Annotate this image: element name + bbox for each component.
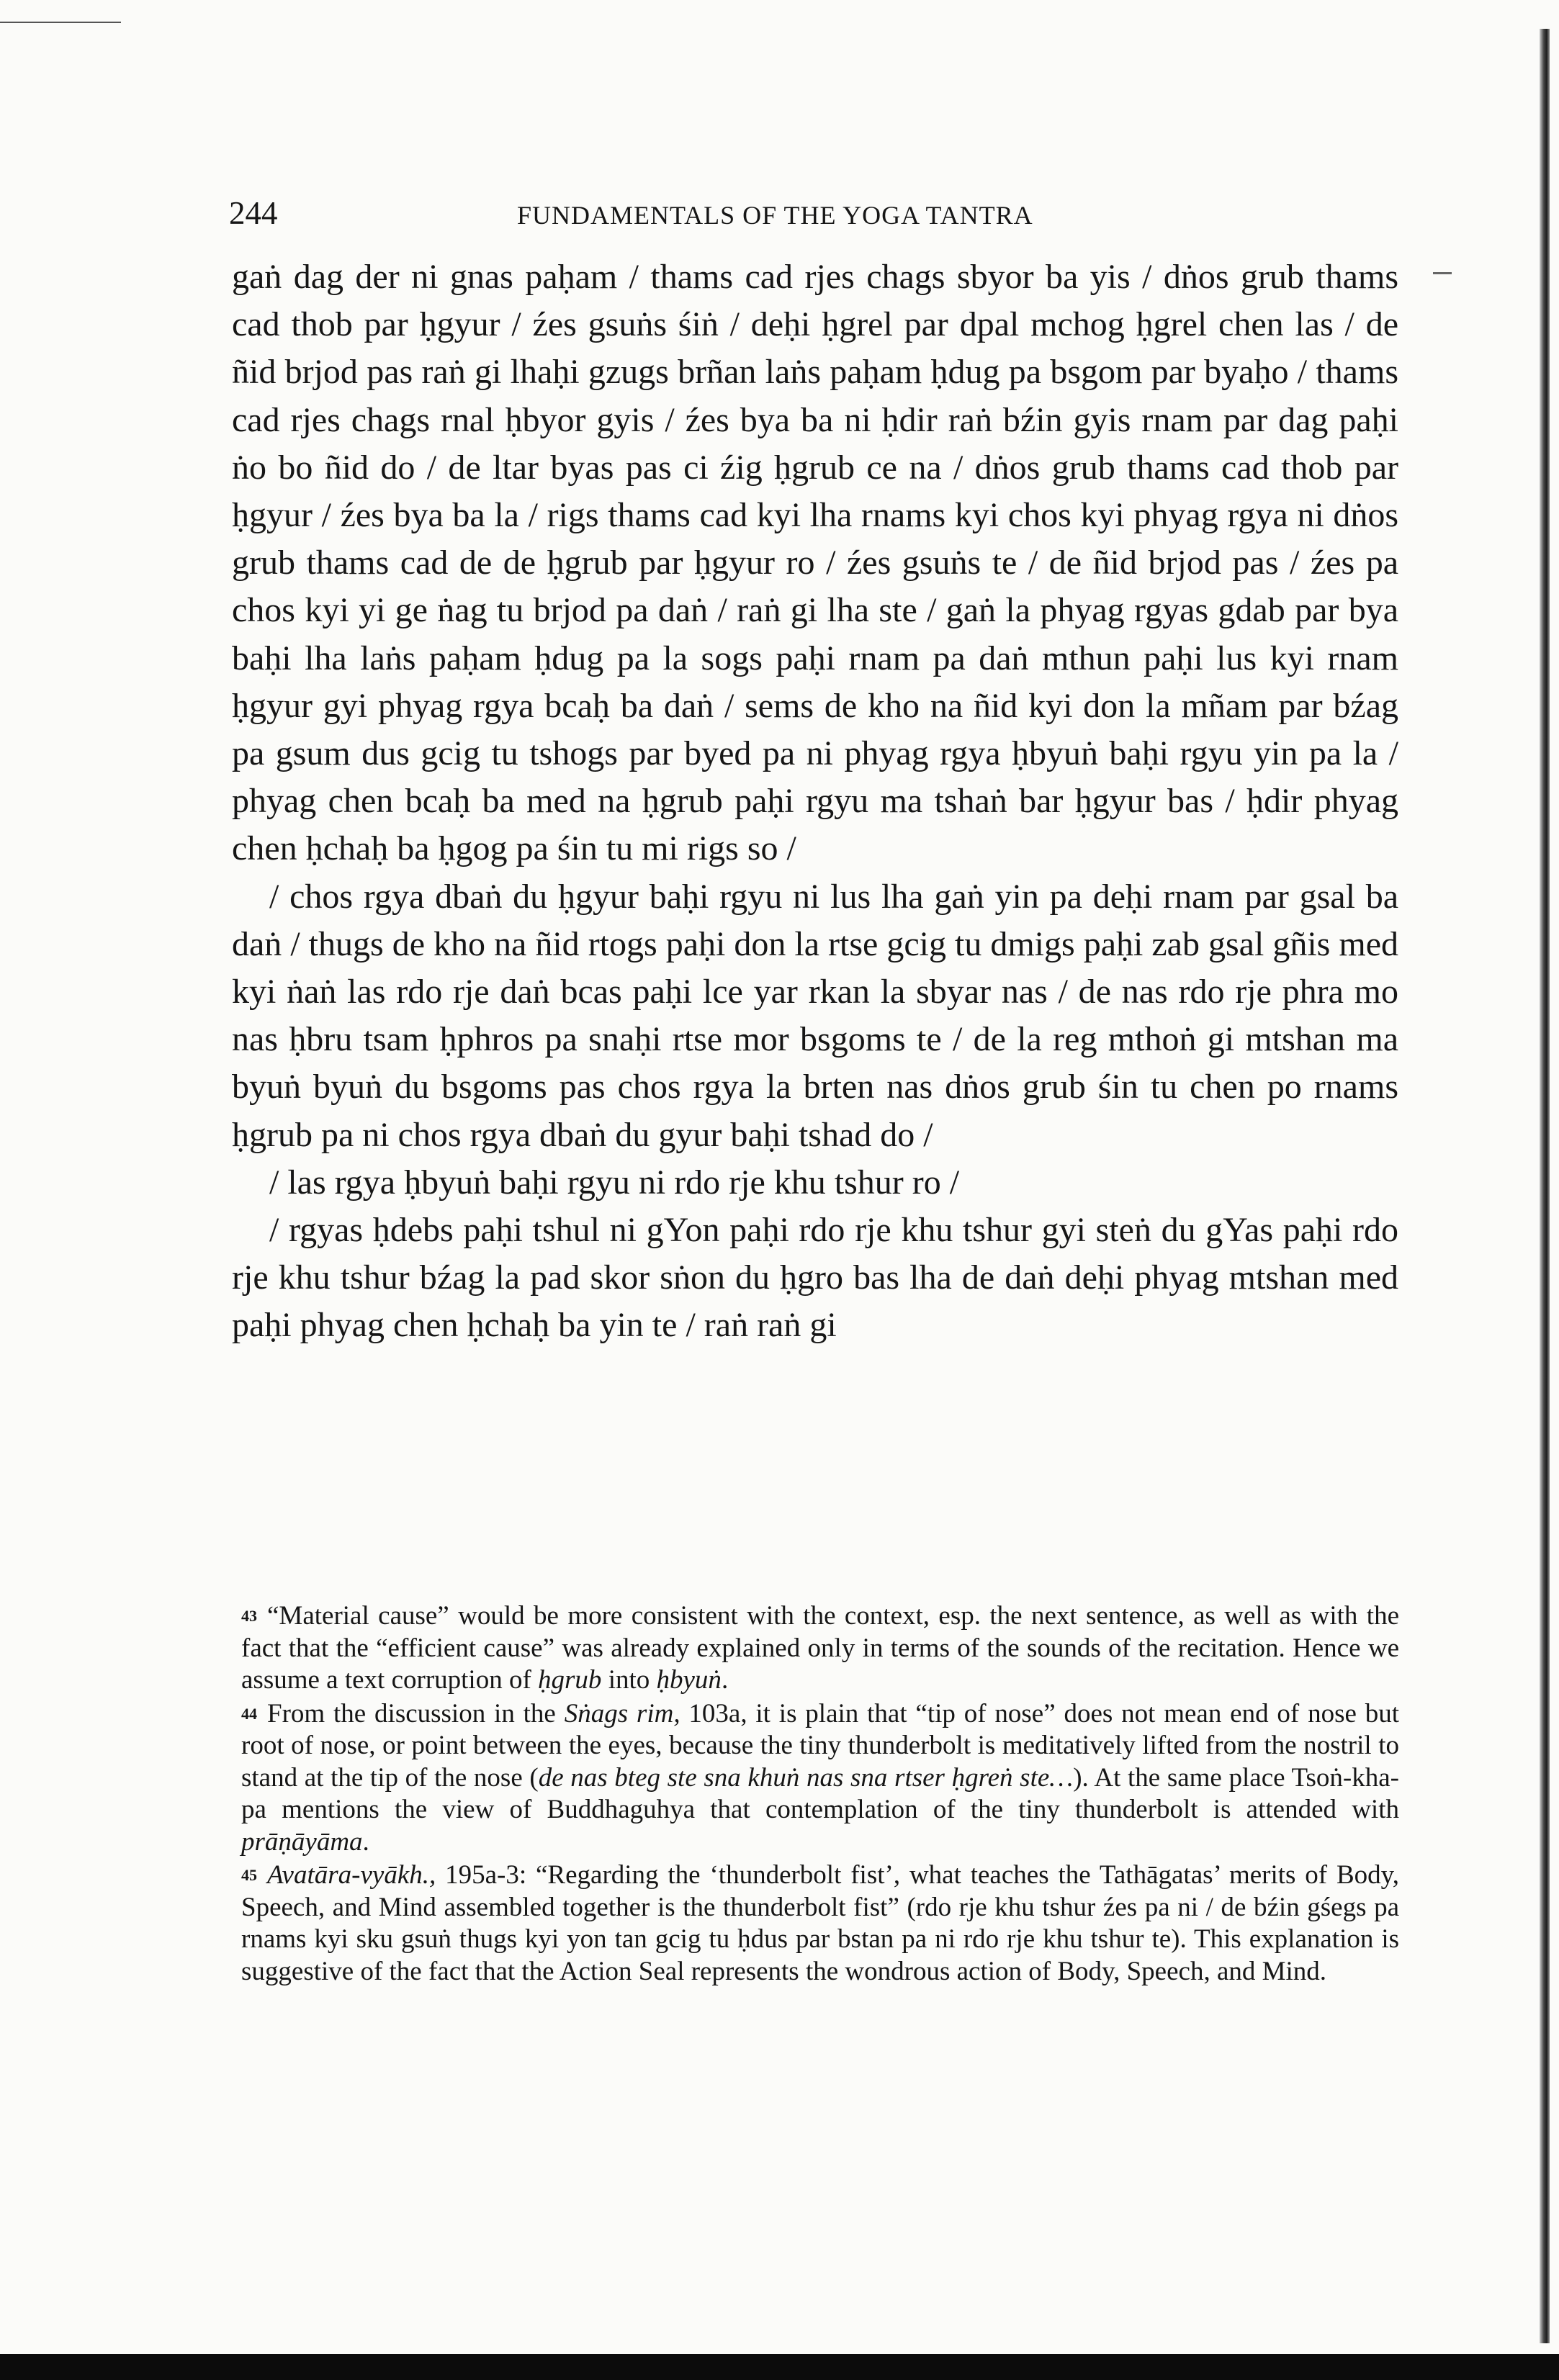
- footnote-marker: 45: [241, 1866, 257, 1884]
- margin-dash: [1433, 272, 1452, 274]
- footnote-43: 43 “Material cause” would be more consistent with the context, esp. the next sentence, as well as with the fact that the “efficient cause” was already explained only in terms of the sounds of the recitation. Hence we assume a text corruption of ḥgrub into ḥbyuṅ.: [241, 1601, 1399, 1695]
- footnote-marker: 43: [241, 1607, 257, 1625]
- page-number: 244: [229, 195, 278, 231]
- scan-edge-bottom: [0, 2354, 1559, 2380]
- body-paragraph: gaṅ dag der ni gnas paḥam / thams cad rjes chags sbyor ba yis / dṅos grub thams cad thob par ḥgyur / źes gsuṅs śiṅ / deḥi ḥgrel par dpal mchog ḥgrel chen las / de ñid brjod pas raṅ gi lhaḥi gzugs brñan laṅs paḥam ḥdug pa bsgom par byaḥo / thams cad rjes chags rnal ḥbyor gyis / źes bya ba ni ḥdir raṅ bźin gyis rnam par dag paḥi ṅo bo ñid do / de ltar byas pas ci źig ḥgrub ce na / dṅos grub thams cad thob par ḥgyur / źes bya ba la / rigs thams cad kyi lha rnams kyi chos kyi phyag rgya ni dṅos grub thams cad de de ḥgrub par ḥgyur ro / źes gsuṅs te / de ñid brjod pas / źes pa chos kyi yi ge ṅag tu brjod pa daṅ / raṅ gi lha ste / gaṅ la phyag rgyas gdab par bya baḥi lha laṅs paḥam ḥdug pa la sogs paḥi rnam pa daṅ mthun paḥi lus kyi rnam ḥgyur gyi phyag rgya bcaḥ ba daṅ / sems de kho na ñid kyi don la mñam par bźag pa gsum dus gcig tu tshogs par byed pa ni phyag rgya ḥbyuṅ baḥi rgyu yin pa la / phyag chen bcaḥ ba med na ḥgrub paḥi rgyu ma tshaṅ bar ḥgyur bas / ḥdir phyag chen ḥchaḥ ba ḥgog pa śin tu mi rigs so /: [232, 258, 1398, 868]
- body-paragraph: / las rgya ḥbyuṅ baḥi rgyu ni rdo rje khu tshur ro /: [269, 1163, 960, 1202]
- body-text: [232, 253, 1398, 1350]
- footnote-44: 44 From the discussion in the Sṅags rim, 103a, it is plain that “tip of nose” does not mean end of nose but root of nose, or point between the eyes, because the tiny thunderbolt is meditatively lifted from the nostril to stand at the tip of the nose (de nas bteg ste sna khuṅ nas sna rtser ḥgreṅ ste…). At the same place Tsoṅ-kha-pa mentions the view of Buddhaguhya that contemplation of the tiny thunderbolt is attended with prāṇāyāma.: [241, 1698, 1399, 1857]
- body-paragraph: / chos rgya dbaṅ du ḥgyur baḥi rgyu ni lus lha gaṅ yin pa deḥi rnam par gsal ba daṅ / thugs de kho na ñid rtogs paḥi don la rtse gcig tu dmigs paḥi zab gsal gñis med kyi ṅaṅ las rdo rje daṅ bcas paḥi lce yar rkan la sbyar nas / de nas rdo rje phra mo nas ḥbru tsam ḥphros pa snaḥi rtse mor bsgoms te / de la reg mthoṅ gi mtshan ma byuṅ byuṅ du bsgoms pas chos rgya la brten nas dṅos grub śin tu chen po rnams ḥgrub pa ni chos rgya dbaṅ du gyur baḥi tshad do /: [232, 877, 1398, 1154]
- footnote-45: 45 Avatāra-vyākh., 195a-3: “Regarding the ‘thunderbolt fist’, what teaches the Tathāgatas’ merits of Body, Speech, and Mind assembled together is the thunderbolt fist” (rdo rje khu tshur źes pa ni / de bźin gśegs pa rnams kyi sku gsuṅ thugs kyi yon tan gcig tu ḥdus par bstan pa ni rdo rje khu tshur te). This explanation is suggestive of the fact that the Action Seal represents the wondrous action of Body, Speech, and Mind.: [241, 1860, 1399, 1986]
- scan-rule: [0, 22, 121, 23]
- scan-edge-right: [1540, 29, 1550, 2343]
- running-title: FUNDAMENTALS OF THE YOGA TANTRA: [517, 201, 1033, 230]
- footnote-marker: 44: [241, 1704, 257, 1723]
- footnotes: [241, 1600, 1399, 1989]
- body-paragraph: / rgyas ḥdebs paḥi tshul ni gYon paḥi rdo rje khu tshur gyi steṅ du gYas paḥi rdo rje khu tshur bźag la pad skor sṅon du ḥgro bas lha de daṅ deḥi phyag mtshan med paḥi phyag chen ḥchaḥ ba yin te / raṅ raṅ gi: [232, 1211, 1398, 1345]
- page-header: [229, 194, 1525, 238]
